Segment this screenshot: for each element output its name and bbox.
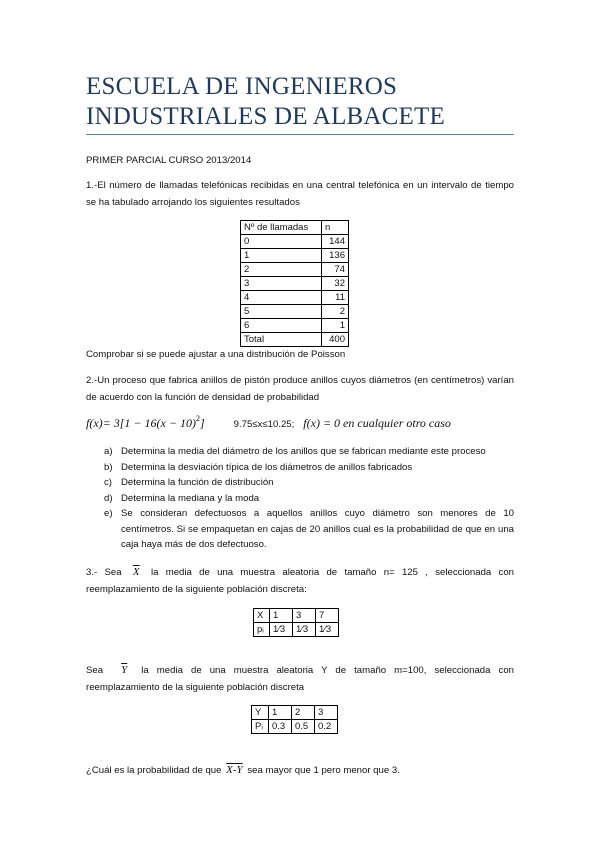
item-label: d) <box>104 492 113 504</box>
table-cell: 136 <box>322 249 349 263</box>
q1-question: Comprobar si se puede ajustar a una distribución de Poisson <box>86 349 346 360</box>
final-pre: ¿Cuál es la probabilidad de que <box>86 765 222 776</box>
table-cell: 1⁄3 <box>270 623 293 637</box>
item-text: Determina la media del diámetro de los anillos que se fabrican mediante este proceso <box>121 446 486 457</box>
list-item <box>104 491 514 507</box>
table-cell: 1 <box>269 706 292 720</box>
table-cell: 400 <box>322 333 349 347</box>
table-row <box>241 291 349 305</box>
q2-subquestions <box>104 444 514 553</box>
table-cell: 5 <box>241 305 322 319</box>
table-cell: 2 <box>322 305 349 319</box>
table-row <box>241 277 349 291</box>
var-y-bar: $\overline{Y}$ <box>121 664 128 676</box>
table-row <box>252 720 338 734</box>
table-cell: 0 <box>241 235 322 249</box>
q3-table-x <box>253 608 339 637</box>
table-cell: X <box>254 609 270 623</box>
exam-subtitle: PRIMER PARCIAL CURSO 2013/2014 <box>86 155 252 166</box>
formula-main: f(x)= 3[1 − 16(x − 10) <box>86 416 196 430</box>
q3-sea: Sea <box>86 665 104 676</box>
table-row <box>241 305 349 319</box>
table-cell: 1⁄3 <box>316 623 339 637</box>
table-cell: 0.3 <box>269 720 292 734</box>
item-label: c) <box>104 477 112 488</box>
table-cell: 3 <box>293 609 316 623</box>
title-rule <box>86 134 514 135</box>
final-var-bar: X-Y <box>226 764 243 776</box>
list-item <box>104 444 514 460</box>
table-row <box>241 333 349 347</box>
table-cell: 1 <box>322 319 349 333</box>
table-cell: 74 <box>322 263 349 277</box>
table-cell: 7 <box>316 609 339 623</box>
table-cell: 2 <box>241 263 322 277</box>
q3-text-x: la media de una muestra aleatoria de tamaño n= 125 , seleccionada con reemplazamiento de la siguiente población discreta: <box>86 567 515 595</box>
list-item <box>104 475 514 491</box>
formula-else: f(x) = 0 en cualquier otro caso <box>303 416 451 430</box>
q3-statement-x <box>86 564 514 598</box>
table-cell: 3 <box>241 277 322 291</box>
list-item <box>104 460 514 476</box>
item-label: e) <box>104 508 113 519</box>
title-line-1: ESCUELA DE INGENIEROS <box>86 73 398 100</box>
table-cell: Pᵢ <box>252 720 269 734</box>
table-cell: 6 <box>241 319 322 333</box>
table-row <box>241 249 349 263</box>
table-row <box>241 263 349 277</box>
table-cell: 1 <box>270 609 293 623</box>
q2-density-formula <box>86 416 451 431</box>
table-row <box>252 706 338 720</box>
table-cell: 1⁄3 <box>293 623 316 637</box>
formula-range: 9.75≤x≤10.25; <box>233 419 295 430</box>
table-row <box>241 221 349 235</box>
item-text: Determina la función de distribución <box>121 477 274 488</box>
var-x-bar: $\overline{X}$ <box>132 566 140 578</box>
q1-statement: 1.-El número de llamadas telefónicas recibidas en una central telefónica en un intervalo de tiempo se ha tabulado arrojando los siguientes resultados <box>86 180 514 208</box>
item-label: a) <box>104 446 113 457</box>
item-text: Determina la mediana y la moda <box>121 492 260 504</box>
item-text: Determina la desviación típica de los diámetros de anillos fabricados <box>121 461 413 473</box>
q1-header-n: n <box>322 221 349 235</box>
list-item <box>104 506 514 553</box>
q3-prefix: 3.- Sea <box>86 567 122 578</box>
q1-header-calls: Nº de llamadas <box>241 221 322 235</box>
q3-statement-y <box>86 662 514 696</box>
q3-final-question <box>86 762 400 779</box>
formula-close: ] <box>199 416 205 430</box>
q3-table-y <box>251 705 338 734</box>
table-row <box>241 235 349 249</box>
table-cell: 3 <box>315 706 338 720</box>
table-cell: 2 <box>292 706 315 720</box>
table-row <box>241 319 349 333</box>
q3-text-y: la media de una muestra aleatoria Y de tamaño m=100, seleccionada con reemplazamiento de la siguiente población discreta <box>86 665 514 693</box>
table-cell: Y <box>252 706 269 720</box>
table-cell: pᵢ <box>254 623 270 637</box>
table-cell: 0.2 <box>315 720 338 734</box>
table-cell: 144 <box>322 235 349 249</box>
q1-table <box>240 220 349 347</box>
table-cell: 0.5 <box>292 720 315 734</box>
item-label: b) <box>104 461 113 473</box>
table-cell: 32 <box>322 277 349 291</box>
table-cell: 11 <box>322 291 349 305</box>
table-row <box>254 623 339 637</box>
table-cell: 4 <box>241 291 322 305</box>
table-row <box>254 609 339 623</box>
table-cell: Total <box>241 333 322 347</box>
item-text: Se consideran defectuosos a aquellos anillos cuyo diámetro son menores de 10 centímetros. Si se empaquetan en cajas de 20 anillos cual es la probabilidad de que en una caja haya más de dos defectuoso. <box>121 508 514 550</box>
title-line-2: INDUSTRIALES DE ALBACETE <box>86 103 445 130</box>
page-title <box>86 72 526 132</box>
formula-exponent: 2 <box>195 414 200 423</box>
final-post: sea mayor que 1 pero menor que 3. <box>247 765 400 776</box>
table-cell: 1 <box>241 249 322 263</box>
q2-statement: 2.-Un proceso que fabrica anillos de pistón produce anillos cuyos diámetros (en centímetros) varían de acuerdo con la función de densidad de probabilidad <box>86 375 514 403</box>
